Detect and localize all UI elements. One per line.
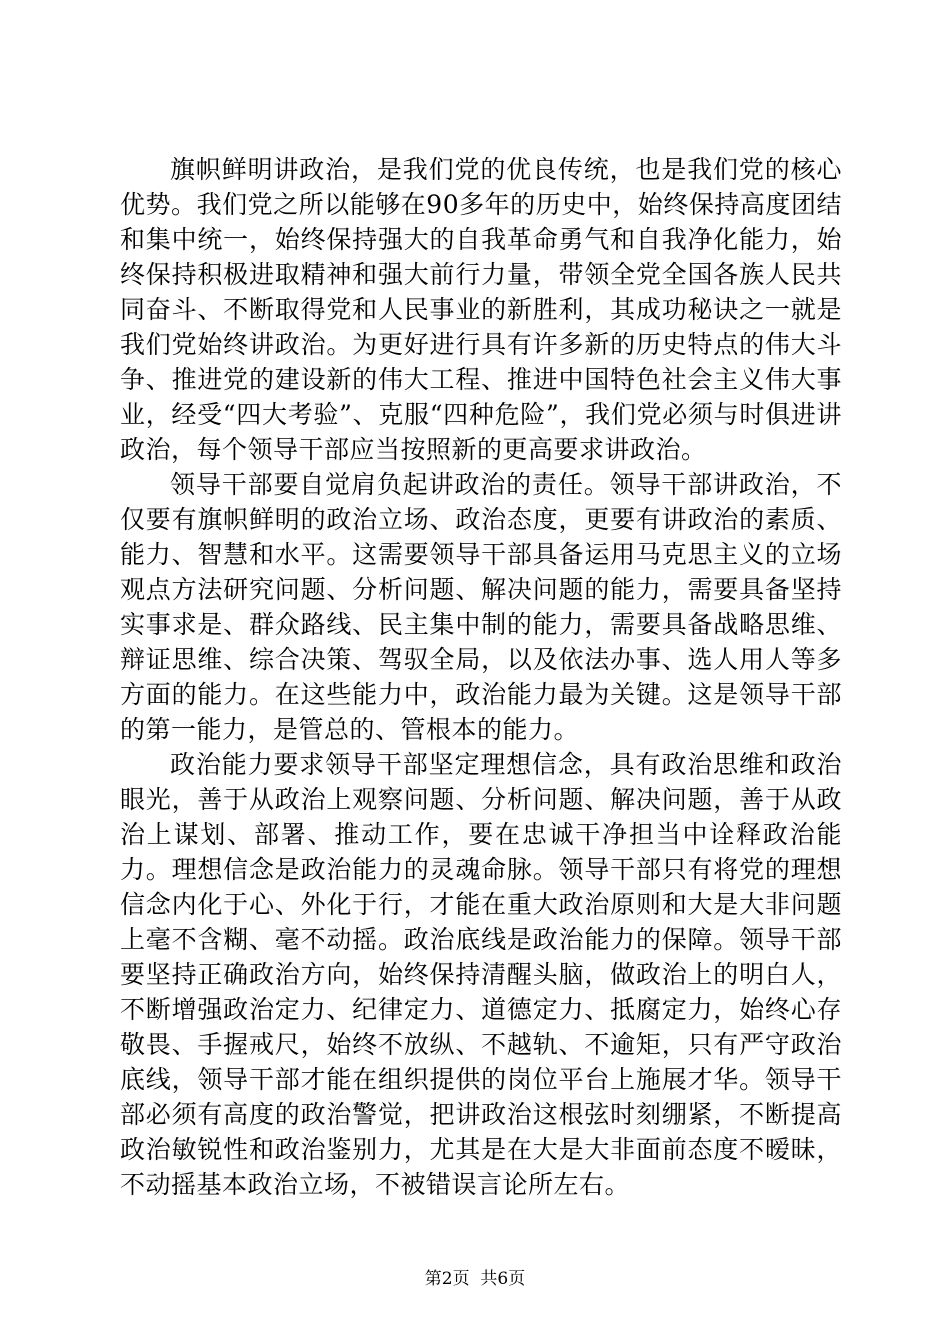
paragraph-1: 旗帜鲜明讲政治，是我们党的优良传统，也是我们党的核心优势。我们党之所以能够在90多年的历史中，始终保持高度团结和集中统一，始终保持强大的自我革命勇气和自我净化能力，始终保持积极进取精神和强大前行力量，带领全党全国各族人民共同奋斗、不断取得党和人民事业的新胜利，其成功秘诀之一就是我们党始终讲政治。为更好进行具有许多新的历史特点的伟大斗争、推进党的建设新的伟大工程、推进中国特色社会主义伟大事业，经受“四大考验”、克服“四种危险”，我们党必须与时俱进讲政治，每个领导干部应当按照新的更高要求讲政治。: [120, 155, 842, 464]
page-footer-indicator: 第2页 共6页: [424, 1269, 526, 1289]
paragraph-3: 政治能力要求领导干部坚定理想信念，具有政治思维和政治眼光，善于从政治上观察问题、分析问题、解决问题，善于从政治上谋划、部署、推动工作，要在忠诚干净担当中诠释政治能力。理想信念是政治能力的灵魂命脉。领导干部只有将党的理想信念内化于心、外化于行，才能在重大政治原则和大是大非问题上毫不含糊、毫不动摇。政治底线是政治能力的保障。领导干部要坚持正确政治方向，始终保持清醒头脑，做政治上的明白人，不断增强政治定力、纪律定力、道德定力、抵腐定力，始终心存敬畏、手握戒尺，始终不放纵、不越轨、不逾矩，只有严守政治底线，领导干部才能在组织提供的岗位平台上施展才华。领导干部必须有高度的政治警觉，把讲政治这根弦时刻绷紧，不断提高政治敏锐性和政治鉴别力，尤其是在大是大非面前态度不暧昧，不动摇基本政治立场，不被错误言论所左右。: [120, 750, 842, 1199]
paragraph-2: 领导干部要自觉肩负起讲政治的责任。领导干部讲政治，不仅要有旗帜鲜明的政治立场、政治态度，更要有讲政治的素质、能力、智慧和水平。这需要领导干部具备运用马克思主义的立场观点方法研究问题、分析问题、解决问题的能力，需要具备坚持实事求是、群众路线、民主集中制的能力，需要具备战略思维、辩证思维、综合决策、驾驭全局，以及依法办事、选人用人等多方面的能力。在这些能力中，政治能力最为关键。这是领导干部的第一能力，是管总的、管根本的能力。: [120, 470, 842, 744]
document-body: [120, 152, 842, 1202]
